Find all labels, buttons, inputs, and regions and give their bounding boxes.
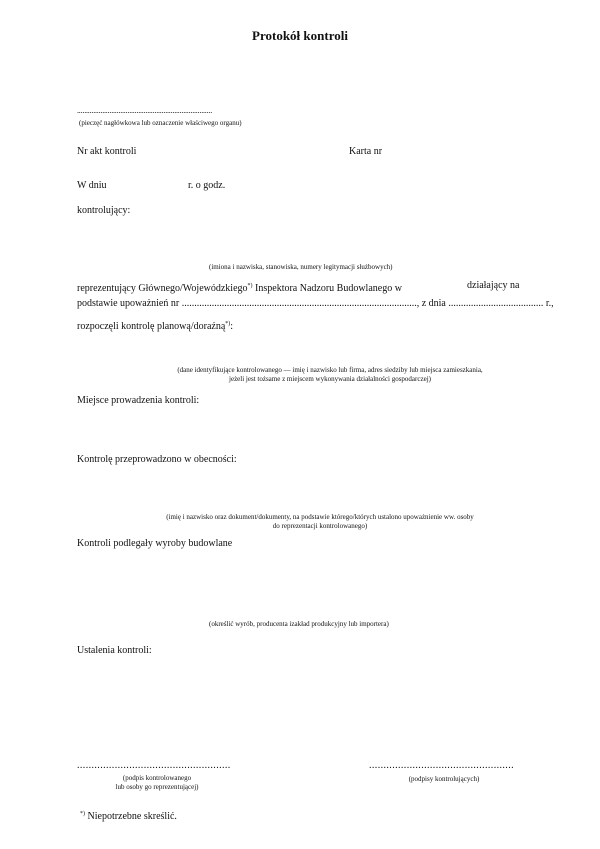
signature-caption-inspected-2: lub osoby go reprezentującej) [115,783,199,791]
footnote [80,808,177,823]
seal-caption: (pieczęć nagłówkowa lub oznaczenie właściwego organu) [79,119,242,127]
signature-line-inspectors: .................................................. [369,760,514,771]
document-title: Protokół kontroli [252,28,348,43]
inspector-text: Inspektora Nadzoru Budowlanego w [255,283,402,294]
seal-line: ........................................................................... [77,106,213,115]
signature-caption-inspectors: (podpisy kontrolujących) [408,775,480,783]
inspection-start-text: rozpoczęli kontrolę planową/doraźną [77,321,226,332]
footnote-marker: *) [225,321,231,327]
findings-label: Ustalenia kontroli: [77,645,152,656]
inspection-start-line [77,318,233,333]
authorization-line: podstawie upoważnień nr .............................................................................................., z dnia ...................................... r., [77,298,554,309]
presence-caption-line-1: (imię i nazwisko oraz dokument/dokumenty, na podstawie którego/których ustalono upoważnienie ww. osoby [166,513,474,521]
footnote-text: Niepotrzebne skreślić. [85,811,177,822]
footnote-marker: *) [80,811,85,817]
representing-text: reprezentujący Głównego/Wojewódzkiego [77,283,248,294]
products-caption: (określić wyrób, producenta izakład produkcyjny lub importera) [209,620,389,628]
time-label: r. o godz. [188,180,226,191]
acting-on-label: działający na [467,280,520,291]
signature-line-inspected: ..................................................... [77,760,231,771]
card-number-label: Karta nr [349,146,383,157]
inspectors-caption: (imiona i nazwiska, stanowiska, numery legitymacji służbowych) [209,263,393,271]
presence-label: Kontrolę przeprowadzono w obecności: [77,454,237,465]
footnote-marker: *) [247,283,253,289]
signature-caption-inspected-1: (podpis kontrolowanego [122,774,192,782]
products-label: Kontroli podlegały wyroby budowlane [77,538,233,549]
inspectors-label: kontrolujący: [77,205,131,216]
controlled-caption-line-2: jeżeli jest tożsame z miejscem wykonywania działalności gospodarczej) [229,375,431,383]
act-number-label: Nr akt kontroli [77,146,137,157]
controlled-caption-line-1: (dane identyfikujące kontrolowanego — imię i nazwisko lub firma, adres siedziby lub miejsca zamieszkania, [177,366,483,374]
presence-caption-line-2: do reprezentacji kontrolowanego) [272,522,368,530]
representing-line [77,280,402,295]
colon: : [230,321,234,332]
place-label: Miejsce prowadzenia kontroli: [77,395,200,406]
date-label: W dniu [77,180,107,191]
